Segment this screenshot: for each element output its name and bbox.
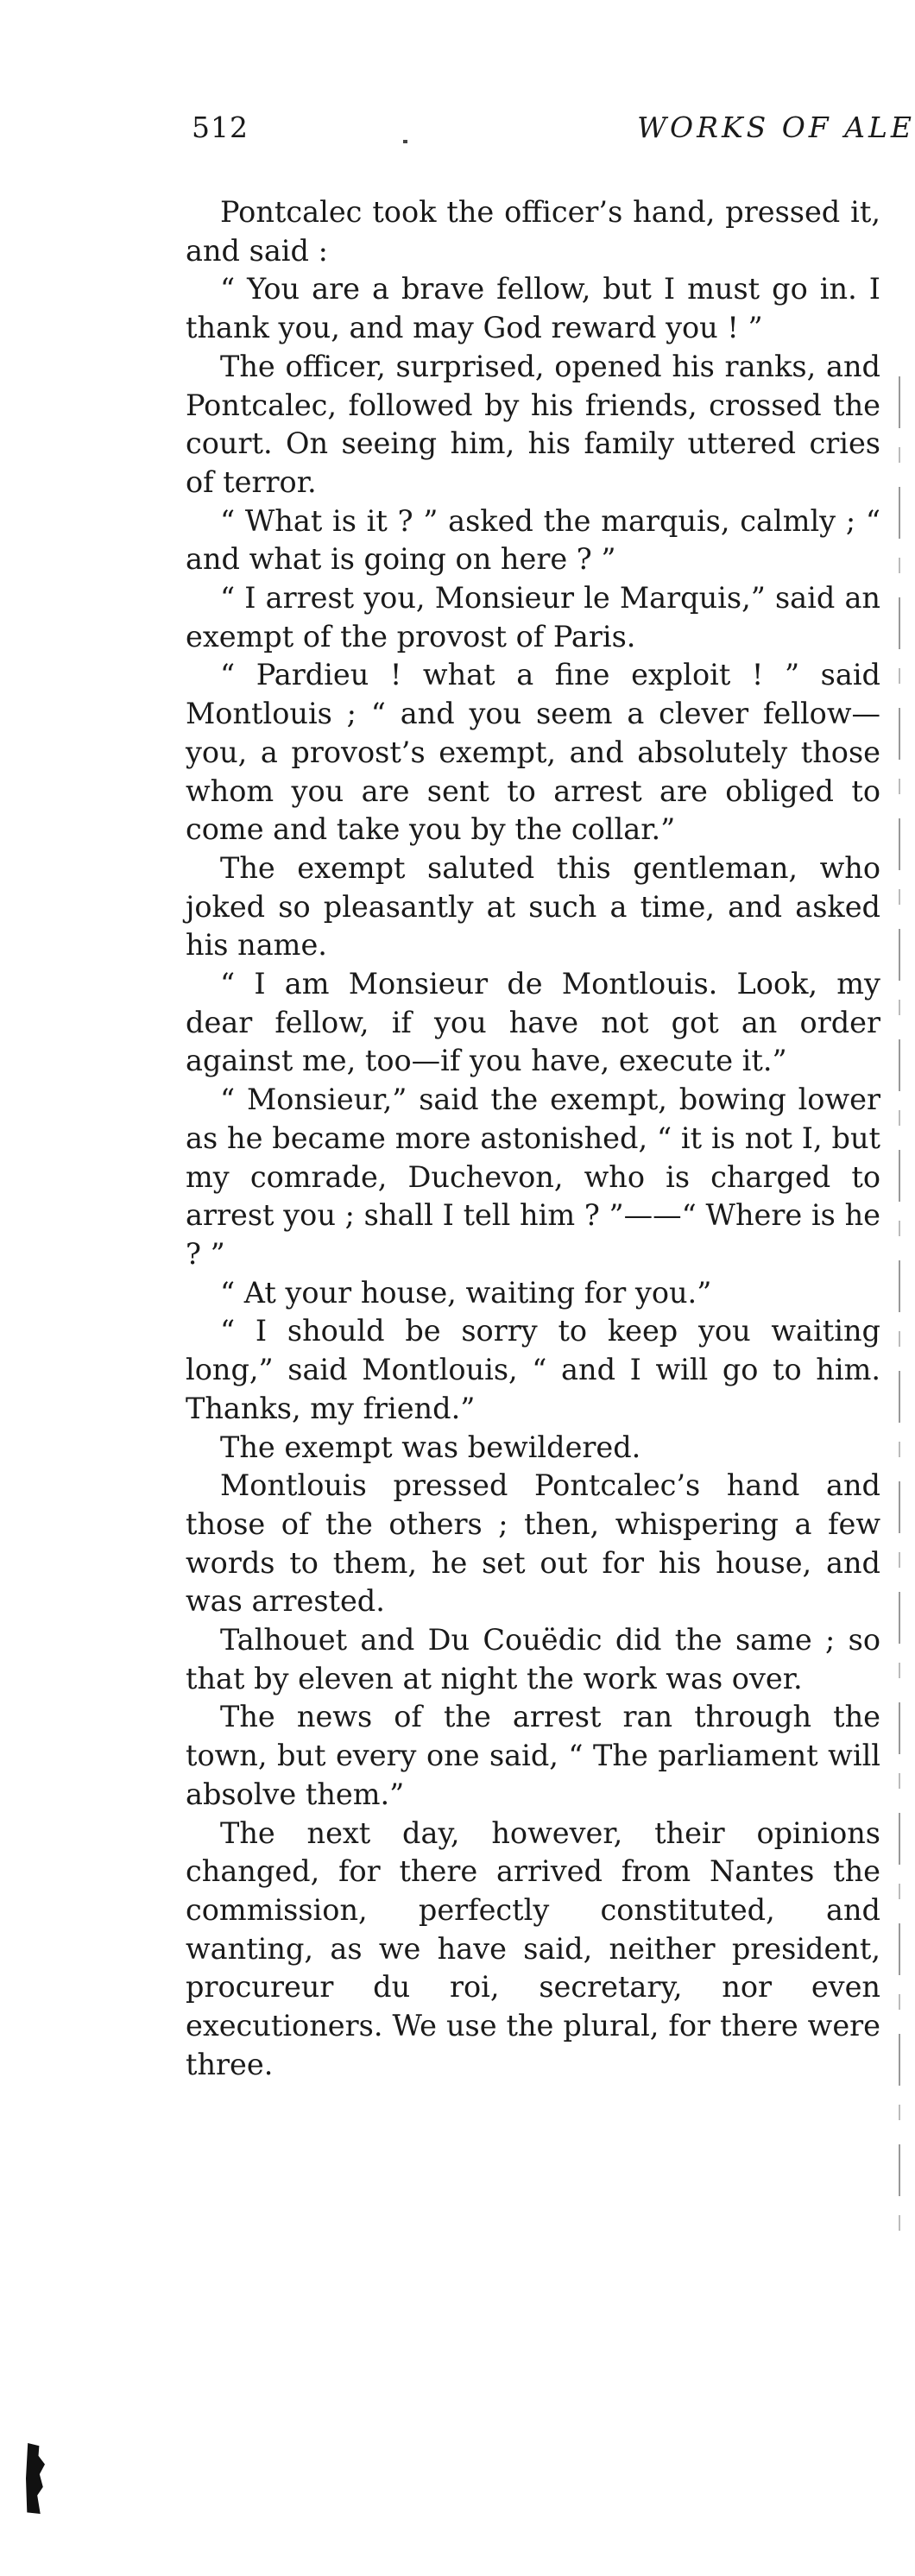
scan-edge-mark (26, 2443, 45, 2514)
print-speck (403, 140, 407, 143)
paragraph: “ I should be sorry to keep you waiting long,” said Montlouis, “ and I will go to him. Thanks, my friend.” (186, 1314, 880, 1425)
paragraph: “ What is it ? ” asked the marquis, calmly ; “ and what is going on here ? ” (186, 503, 880, 577)
paragraph: Pontcalec took the officer’s hand, pressed it, and said : (186, 195, 880, 268)
page-header (192, 110, 915, 152)
paragraph: “ At your house, waiting for you.” (220, 1275, 712, 1310)
paragraph: “ I am Monsieur de Montlouis. Look, my dear fellow, if you have not got an order against me, too—if you have, execute it.” (186, 967, 880, 1078)
paragraph: Talhouet and Du Couëdic did the same ; so that by eleven at night the work was over. (186, 1623, 880, 1695)
paragraph: “ Monsieur,” said the exempt, bowing lower as he became more astonished, “ it is not I, but my comrade, Duchevon, who is charged to arrest you ; shall I tell him ? ”——“ Where is he ? ” (186, 1083, 880, 1271)
paragraph: “ I arrest you, Monsieur le Marquis,” said an exempt of the provost of Paris. (186, 581, 880, 653)
paragraph: The news of the arrest ran through the town, but every one said, “ The parliament will absolve them.” (186, 1700, 880, 1811)
running-title: WORKS OF ALE (637, 110, 915, 144)
paragraph: The officer, surprised, opened his ranks, and Pontcalec, followed by his friends, crossed the court. On seeing him, his family uttered cries of terror. (186, 349, 880, 499)
paragraph: “ Pardieu ! what a fine exploit ! ” said Montlouis ; “ and you seem a clever fellow—you, a provost’s exempt, and absolutely those whom you are sent to arrest are obliged to come and take you by the collar.” (186, 658, 880, 847)
paragraph: “ You are a brave fellow, but I must go in. I thank you, and may God reward you ! ” (186, 272, 880, 345)
paragraph: The next day, however, their opinions changed, for there arrived from Nantes the commission, perfectly constituted, and wanting, as we have said, neither president, procureur du roi, secretary, nor even executioners. We use the plural, for there were three. (186, 1815, 880, 2081)
paragraph: The exempt saluted this gentleman, who joked so pleasantly at such a time, and asked his name. (186, 850, 880, 963)
body-text (186, 193, 880, 2084)
column-edge-rule (899, 376, 900, 2232)
page-number: 512 (192, 110, 249, 144)
paragraph: The exempt was bewildered. (220, 1430, 641, 1464)
paragraph: Montlouis pressed Pontcalec’s hand and those of the others ; then, whispering a few words to them, he set out for his house, and was arrested. (186, 1468, 880, 1619)
